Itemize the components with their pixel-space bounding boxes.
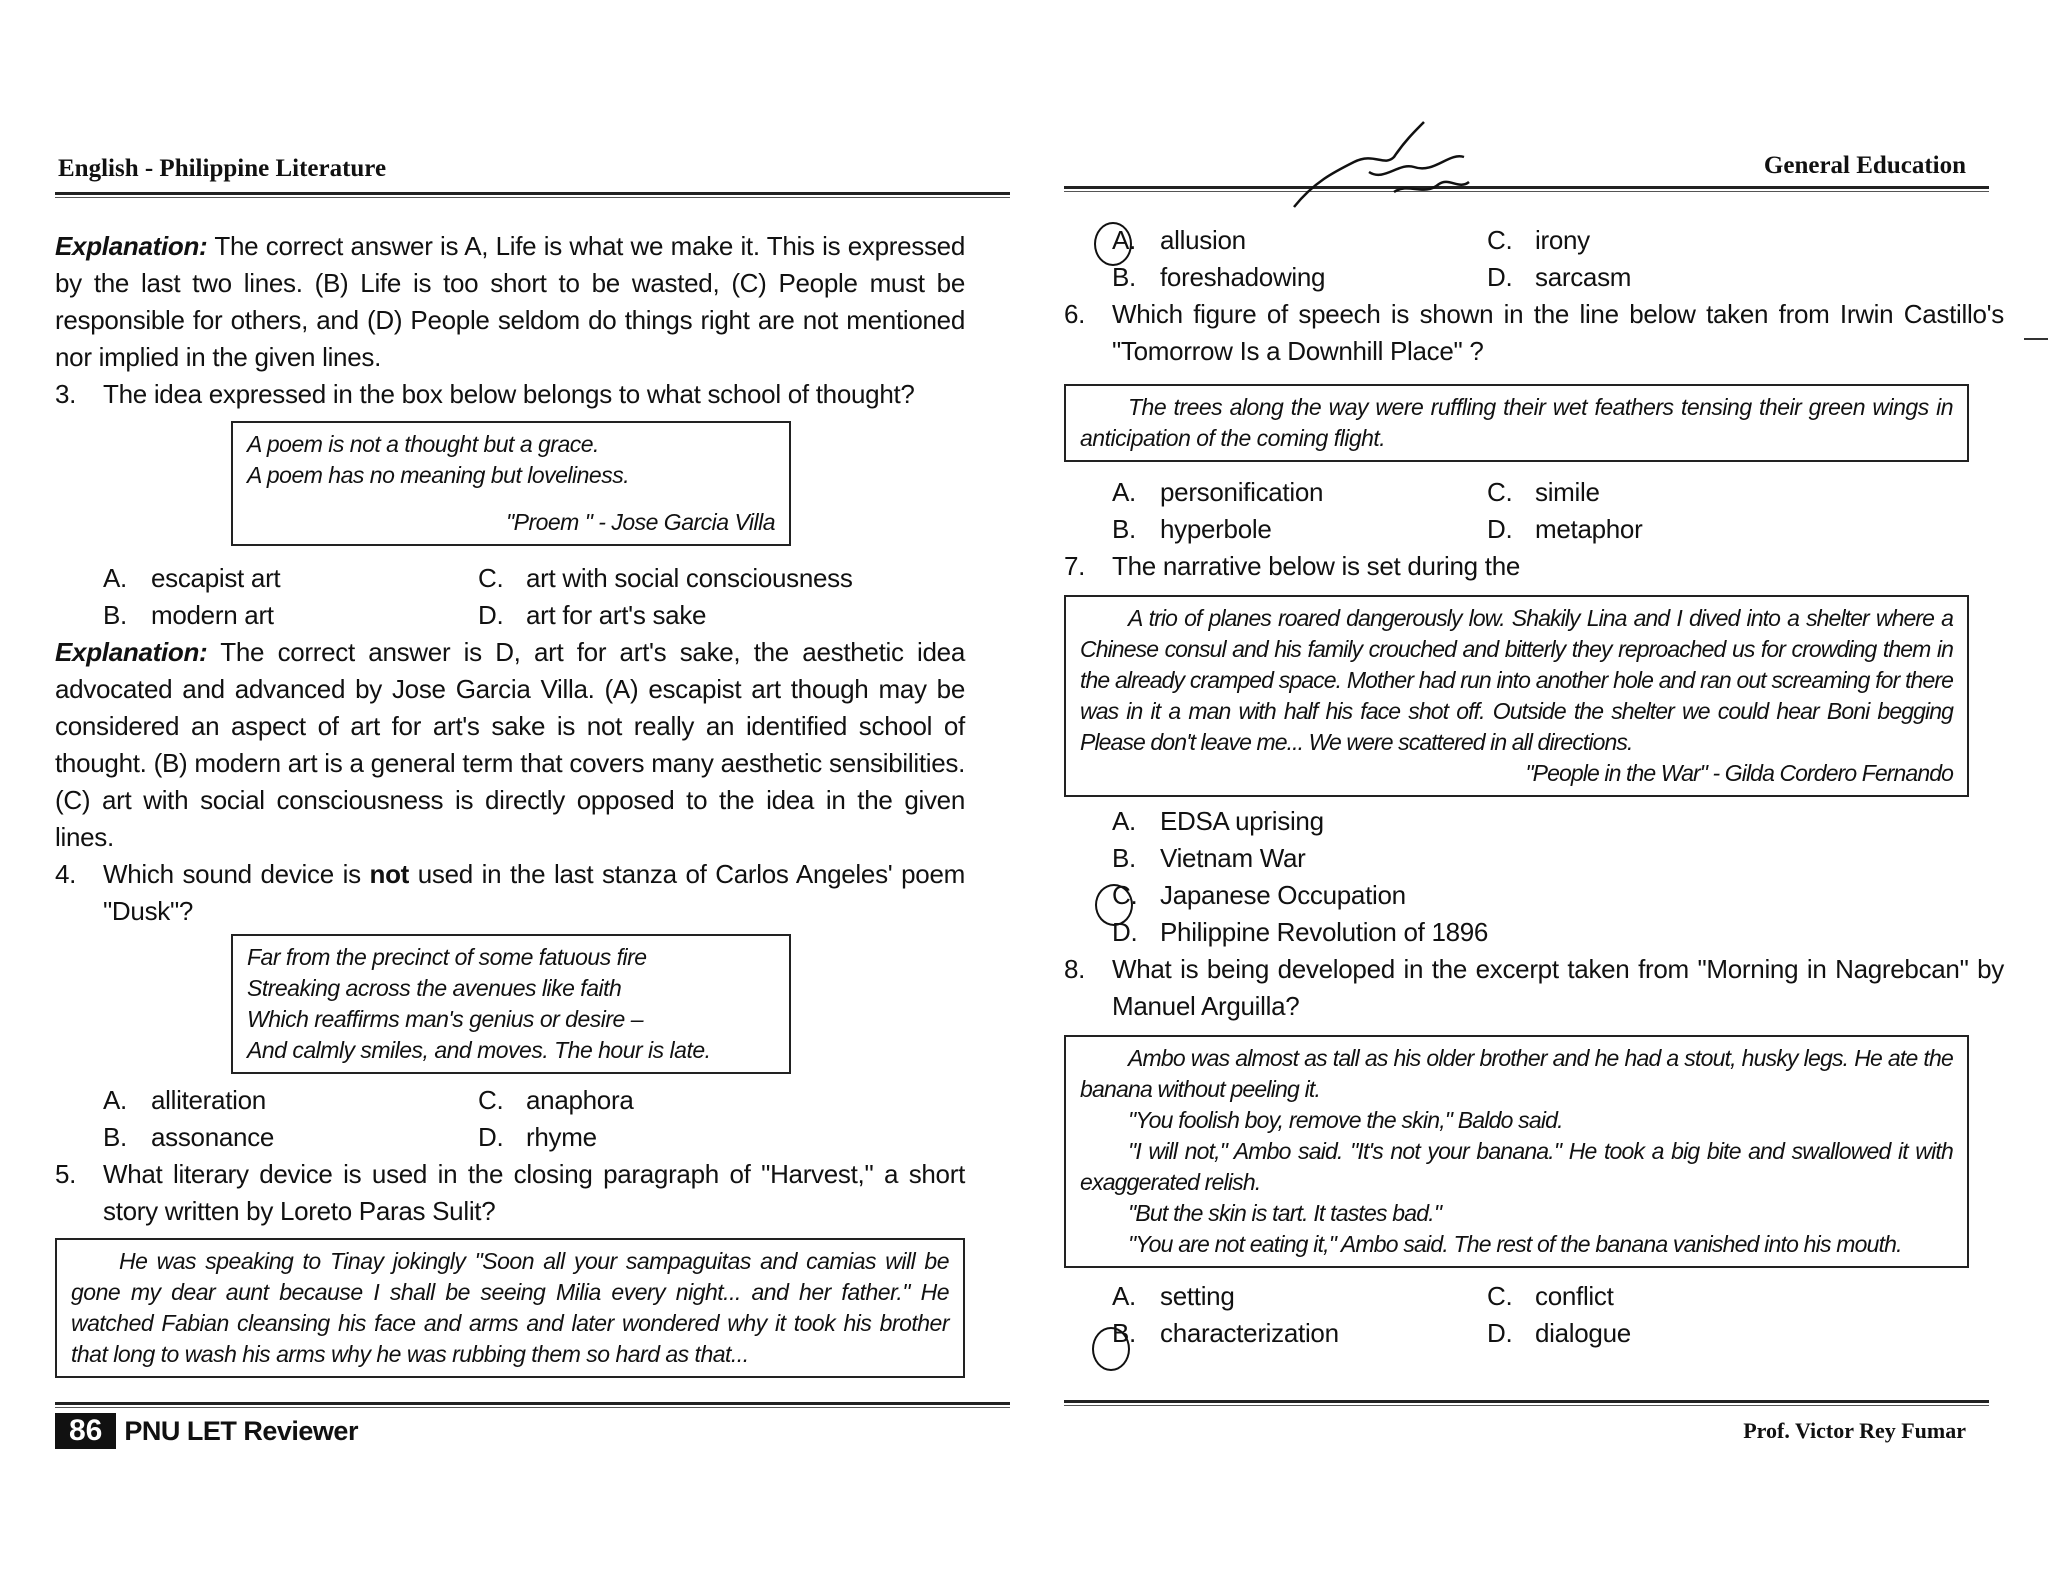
option-d [1487, 511, 2004, 548]
question-number: 7. [1064, 551, 1086, 581]
quote-box-harvest [55, 1238, 965, 1378]
question-text-part: used in the last stanza of Carlos Angeles' poem "Dusk"? [103, 859, 965, 926]
poem-line: Far from the precinct of some fatuous fire [247, 944, 647, 970]
question-text: The narrative below is set during the [1112, 551, 1521, 581]
quote-paragraph: "You are not eating it," Ambo said. The rest of the banana vanished into his mouth. [1128, 1231, 1902, 1257]
option-letter: A. [103, 1085, 127, 1115]
option-d [478, 597, 965, 634]
quote-paragraph: Ambo was almost as tall as his older brother and he had a stout, husky legs. He ate the banana without peeling it. [1080, 1045, 1953, 1102]
option-b [103, 597, 478, 634]
option-text: dialogue [1535, 1318, 1631, 1348]
explanation-label: Explanation: [55, 231, 208, 261]
poem-line: Which reaffirms man's genius or desire – [247, 1006, 643, 1032]
question-text-emphasis: not [369, 859, 410, 889]
option-text: art with social consciousness [526, 563, 853, 593]
option-text: foreshadowing [1160, 262, 1326, 292]
header-rule [55, 192, 1010, 198]
option-text: conflict [1535, 1281, 1614, 1311]
explanation-q2 [55, 228, 965, 376]
option-letter: D. [1487, 514, 1513, 544]
option-letter: D. [478, 1122, 504, 1152]
right-page [1024, 0, 2048, 1582]
option-text: art for art's sake [526, 600, 707, 630]
question-text: The idea expressed in the box below belongs to what school of thought? [103, 379, 915, 409]
right-page-header: General Education [1763, 152, 1966, 179]
handwriting-text: mystery foreshadow [1284, 217, 1293, 218]
option-text: Philippine Revolution of 1896 [1160, 917, 1489, 947]
option-text: escapist art [151, 563, 281, 593]
quote-box-people-in-the-war [1064, 595, 1969, 797]
question-6 [1064, 296, 2004, 370]
quote-line: A poem has no meaning but loveliness. [247, 462, 630, 488]
option-text: modern art [151, 600, 274, 630]
option-text: allusion [1160, 225, 1246, 255]
option-letter: D. [1487, 262, 1513, 292]
question-4 [55, 856, 965, 930]
option-c [1487, 1278, 2004, 1315]
quote-paragraph: "I will not," Ambo said. "It's not your banana." He took a big bite and swallowed it with exaggerated relish. [1080, 1138, 1953, 1195]
question-number: 6. [1064, 299, 1086, 329]
option-letter: C. [478, 1085, 504, 1115]
option-letter: B. [1112, 514, 1136, 544]
question-8 [1064, 951, 2004, 1025]
option-letter: B. [1112, 843, 1136, 873]
book-title: PNU LET Reviewer [124, 1415, 358, 1446]
option-b [1064, 840, 2004, 877]
option-d [1064, 914, 2004, 951]
footer [55, 1413, 358, 1449]
footer-rule [55, 1402, 1010, 1408]
options-q5 [1064, 222, 2004, 296]
explanation-text: The correct answer is A, Life is what we make it. This is expressed by the last two lines. (B) Life is too short to be wasted, (C) People must be responsible for others, and (D) People seldom do things right are not mentioned nor implied in the given lines. [55, 231, 965, 372]
question-5 [55, 1156, 965, 1230]
option-text: setting [1160, 1281, 1235, 1311]
question-number: 4. [55, 859, 77, 889]
explanation-q3 [55, 634, 965, 856]
option-letter: C. [1487, 477, 1513, 507]
option-a [1112, 1278, 1487, 1315]
quote-box-tomorrow [1064, 384, 1969, 462]
question-number: 8. [1064, 954, 1086, 984]
quote-box-nagrebcan [1064, 1035, 1969, 1268]
quote-line: A poem is not a thought but a grace. [247, 431, 599, 457]
question-text [103, 856, 965, 930]
quote-source: "People in the War" - Gilda Cordero Fernando [1525, 760, 1953, 786]
header-rule [1064, 186, 1989, 192]
quote-text: He was speaking to Tinay jokingly "Soon all your sampaguitas and camias will be gone my dear aunt because I shall be seeing Milia every night... and her father." He watched Fabian cleansing his face and arms and later wondered why it took his brother that long to wash his arms why he was rubbing them so hard as that... [71, 1248, 949, 1367]
option-c [478, 560, 965, 597]
option-text: alliteration [151, 1085, 266, 1115]
options-q4 [55, 1082, 965, 1156]
option-text: simile [1535, 477, 1600, 507]
poem-line: And calmly smiles, and moves. The hour is late. [247, 1037, 711, 1063]
options-q3 [55, 560, 965, 634]
option-letter: A. [1112, 225, 1136, 255]
right-column [1064, 222, 2004, 1352]
option-c [1487, 222, 2004, 259]
quote-source: "Proem " - Jose Garcia Villa [505, 509, 775, 535]
question-text-part: Which sound device is [103, 859, 370, 889]
question-3 [55, 376, 965, 413]
option-text: rhyme [526, 1122, 597, 1152]
option-letter: B. [103, 600, 127, 630]
explanation-label: Explanation: [55, 637, 208, 667]
footer-rule [1064, 1400, 1989, 1406]
question-7 [1064, 548, 2004, 585]
option-text: sarcasm [1535, 262, 1632, 292]
quote-paragraph: "You foolish boy, remove the skin," Baldo said. [1128, 1107, 1563, 1133]
option-b [103, 1119, 478, 1156]
option-letter: C. [478, 563, 504, 593]
option-letter: C. [1487, 225, 1513, 255]
option-b [1112, 259, 1487, 296]
option-letter: A. [103, 563, 127, 593]
option-a [1064, 803, 2004, 840]
option-letter: D. [478, 600, 504, 630]
question-text: Which figure of speech is shown in the line below taken from Irwin Castillo's "Tomorrow Is a Downhill Place" ? [1112, 299, 2004, 366]
option-text: assonance [151, 1122, 275, 1152]
left-column [55, 228, 965, 1378]
option-text: Vietnam War [1160, 843, 1306, 873]
options-q6 [1064, 474, 2004, 548]
option-b [1112, 1315, 1487, 1352]
option-text: characterization [1160, 1318, 1339, 1348]
left-page-header: English - Philippine Literature [58, 155, 387, 182]
option-c [478, 1082, 965, 1119]
option-letter: B. [1112, 1318, 1136, 1348]
quote-text: The trees along the way were ruffling their wet feathers tensing their green wings in anticipation of the coming flight. [1080, 394, 1953, 451]
question-text: What literary device is used in the closing paragraph of "Harvest," a short story written by Loreto Paras Sulit? [103, 1159, 965, 1226]
option-letter: D. [1487, 1318, 1513, 1348]
option-text: metaphor [1535, 514, 1643, 544]
option-a [103, 1082, 478, 1119]
option-b [1112, 511, 1487, 548]
margin-mark [2024, 338, 2048, 340]
poem-line: Streaking across the avenues like faith [247, 975, 622, 1001]
option-a [1112, 222, 1487, 259]
footer-author: Prof. Victor Rey Fumar [1743, 1418, 1966, 1443]
option-d [1487, 259, 2004, 296]
option-text: Japanese Occupation [1160, 880, 1406, 910]
option-d [1487, 1315, 2004, 1352]
option-text: hyperbole [1160, 514, 1272, 544]
option-a [103, 560, 478, 597]
option-letter: A. [1112, 806, 1136, 836]
question-text: What is being developed in the excerpt taken from "Morning in Nagrebcan" by Manuel Arguilla? [1112, 954, 2004, 1021]
option-letter: D. [1112, 917, 1138, 947]
quote-paragraph: "But the skin is tart. It tastes bad." [1128, 1200, 1442, 1226]
question-number: 5. [55, 1159, 77, 1189]
page-number: 86 [55, 1413, 116, 1449]
option-text: irony [1535, 225, 1590, 255]
option-text: EDSA uprising [1160, 806, 1324, 836]
option-letter: A. [1112, 1281, 1136, 1311]
option-letter: C. [1112, 880, 1138, 910]
option-letter: A. [1112, 477, 1136, 507]
quote-text: A trio of planes roared dangerously low. Shakily Lina and I dived into a shelter where a Chinese consul and his family crouched and bitterly they reproached us for crowding them in the already cramped space. Mother had run into another hole and ran out screaming for there was in it a man with half his face shot off. Outside the shelter we could hear Boni begging Please don't leave me... We were scattered in all directions. [1080, 605, 1953, 755]
option-d [478, 1119, 965, 1156]
handwritten-annotation [1274, 112, 1474, 222]
question-number: 3. [55, 379, 77, 409]
option-letter: B. [1112, 262, 1136, 292]
option-a [1112, 474, 1487, 511]
options-q8 [1064, 1278, 2004, 1352]
option-letter: C. [1487, 1281, 1513, 1311]
quote-box-proem [231, 421, 791, 546]
option-c [1064, 877, 2004, 914]
option-text: anaphora [526, 1085, 634, 1115]
explanation-text: The correct answer is D, art for art's sake, the aesthetic idea advocated and advanced by Jose Garcia Villa. (A) escapist art though may be considered an aspect of art for art's sake is not really an identified school of thought. (B) modern art is a general term that covers many aesthetic sensibilities. (C) art with social consciousness is directly opposed to the idea in the given lines. [55, 637, 965, 852]
option-letter: B. [103, 1122, 127, 1152]
quote-box-dusk [231, 934, 791, 1074]
option-c [1487, 474, 2004, 511]
option-text: personification [1160, 477, 1324, 507]
